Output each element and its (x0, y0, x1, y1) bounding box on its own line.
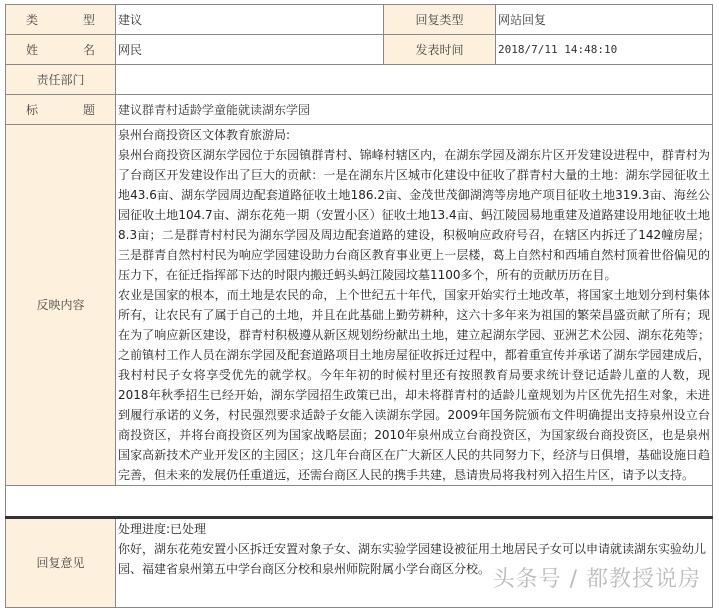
content-body (116, 125, 713, 486)
row-title (6, 95, 713, 125)
content-paragraph: 泉州台商投资区湖东学园位于东园镇群青村、锦峰村辖区内，在湖东学园及湖东片区开发建设进程中，群青村为了台商区开发建设作出了巨大的贡献：一是在湖东片区城市化建设中征收了群青村大量的土地：湖东学园征收土地43.6亩、湖东学园周边配套道路征收土地186.2亩、金茂世茂御湖湾等房地产项目征收土地319.3亩、海丝公园征收土地104.7亩、湖东花苑一期（安置小区）征收土地13.4亩、蚂江陵园易地重建及道路建设用地征收土地8.3亩；二是群青村村民为湖东学园及周边配套道路的建设，积极响应政府号召，在辖区内拆迁了142幢房屋；三是群青自然村村民为响应学园建设助力台商区教育事业更上一层楼，葛上自然村和西埔自然村顶着世俗偏见的压力下，在征迁指挥部下达的时限内搬迁蚂头蚂江陵园坟墓1100多个，所有的贡献历历在目。 (118, 148, 710, 282)
row-content (6, 125, 713, 486)
row-name (6, 35, 713, 65)
reply-type-value: 网站回复 (496, 5, 713, 35)
name-value: 网民 (116, 35, 384, 65)
watermark: 头条号 / 都教授说房 (492, 567, 701, 592)
publish-time-value: 2018/7/11 14:48:10 (496, 35, 713, 65)
reply-type-label: 回复类型 (384, 5, 496, 35)
publish-time-label: 发表时间 (384, 35, 496, 65)
title-label: 标 题 (6, 95, 116, 125)
content-label: 反映内容 (6, 125, 116, 486)
title-value: 建议群青村适龄学童能就读湖东学园 (116, 95, 713, 125)
row-department (6, 65, 713, 95)
petition-table (5, 4, 713, 608)
content-paragraph: 农业是国家的根本，而土地是农民的命，上个世纪五十年代，国家开始实行土地改革，将国家土地划分到村集体所有，让农民有了属于自己的土地，并且在此基础上勤劳耕种，这六十多年来为祖国的繁荣昌盛贡献了所有；现在为了响应新区建设，群青村积极遵从新区规划纷纷献出土地，建立起湖东学园、亚洲艺术公园、湖东花苑等；之前镇村工作人员在湖东学园及配套道路项目土地房屋征收拆迁过程中，都着重宣传并承诺了湖东学园建成后，我村村民子女将享受优先的就学权。今年年初的时候村里还有按照教育局要求统计登记适龄儿童的人数，现2018年秋季招生已经开始，湖东学园招生政策已出，却未将群青村的适龄儿童规划为片区优先招生对象，未进到履行承诺的义务，村民强烈要求适龄子女能入读湖东学园。2009年国务院颁布文件明确提出支持泉州设立台商投资区，并将台商投资区列为国家战略层面；2010年泉州成立台商投资区，为国家级台商投资区，也是泉州国家高新技术产业开发区的主园区；这几年台商区在广大新区人民的共同努力下，经济与日俱增，基础设施日趋完善，但未来的发展仍任重道远，还需台商区人民的携手共建，恳请贵局将我村列入招生片区，请予以支持。 (118, 288, 710, 482)
spacer-cell (6, 486, 713, 518)
type-label: 类 型 (6, 5, 116, 35)
type-value: 建议 (116, 5, 384, 35)
reply-text: 你好，湖东花苑安置小区拆迁安置对象子女、湖东实验学园建设被征用土地居民子女可以申请就读湖东实验幼儿园、福建省泉州第五中学台商区分校和泉州师院附属小学台商区分校。 (118, 542, 707, 576)
row-spacer (6, 486, 713, 518)
reply-status: 处理进度:已处理 (118, 522, 207, 536)
name-label: 姓 名 (6, 35, 116, 65)
department-value (116, 65, 713, 95)
row-type (6, 5, 713, 35)
department-label: 责任部门 (6, 65, 116, 95)
reply-label: 回复意见 (6, 518, 116, 608)
content-paragraph: 泉州台商投资区文体教育旅游局: (118, 128, 291, 142)
petition-record-sheet (5, 4, 712, 608)
